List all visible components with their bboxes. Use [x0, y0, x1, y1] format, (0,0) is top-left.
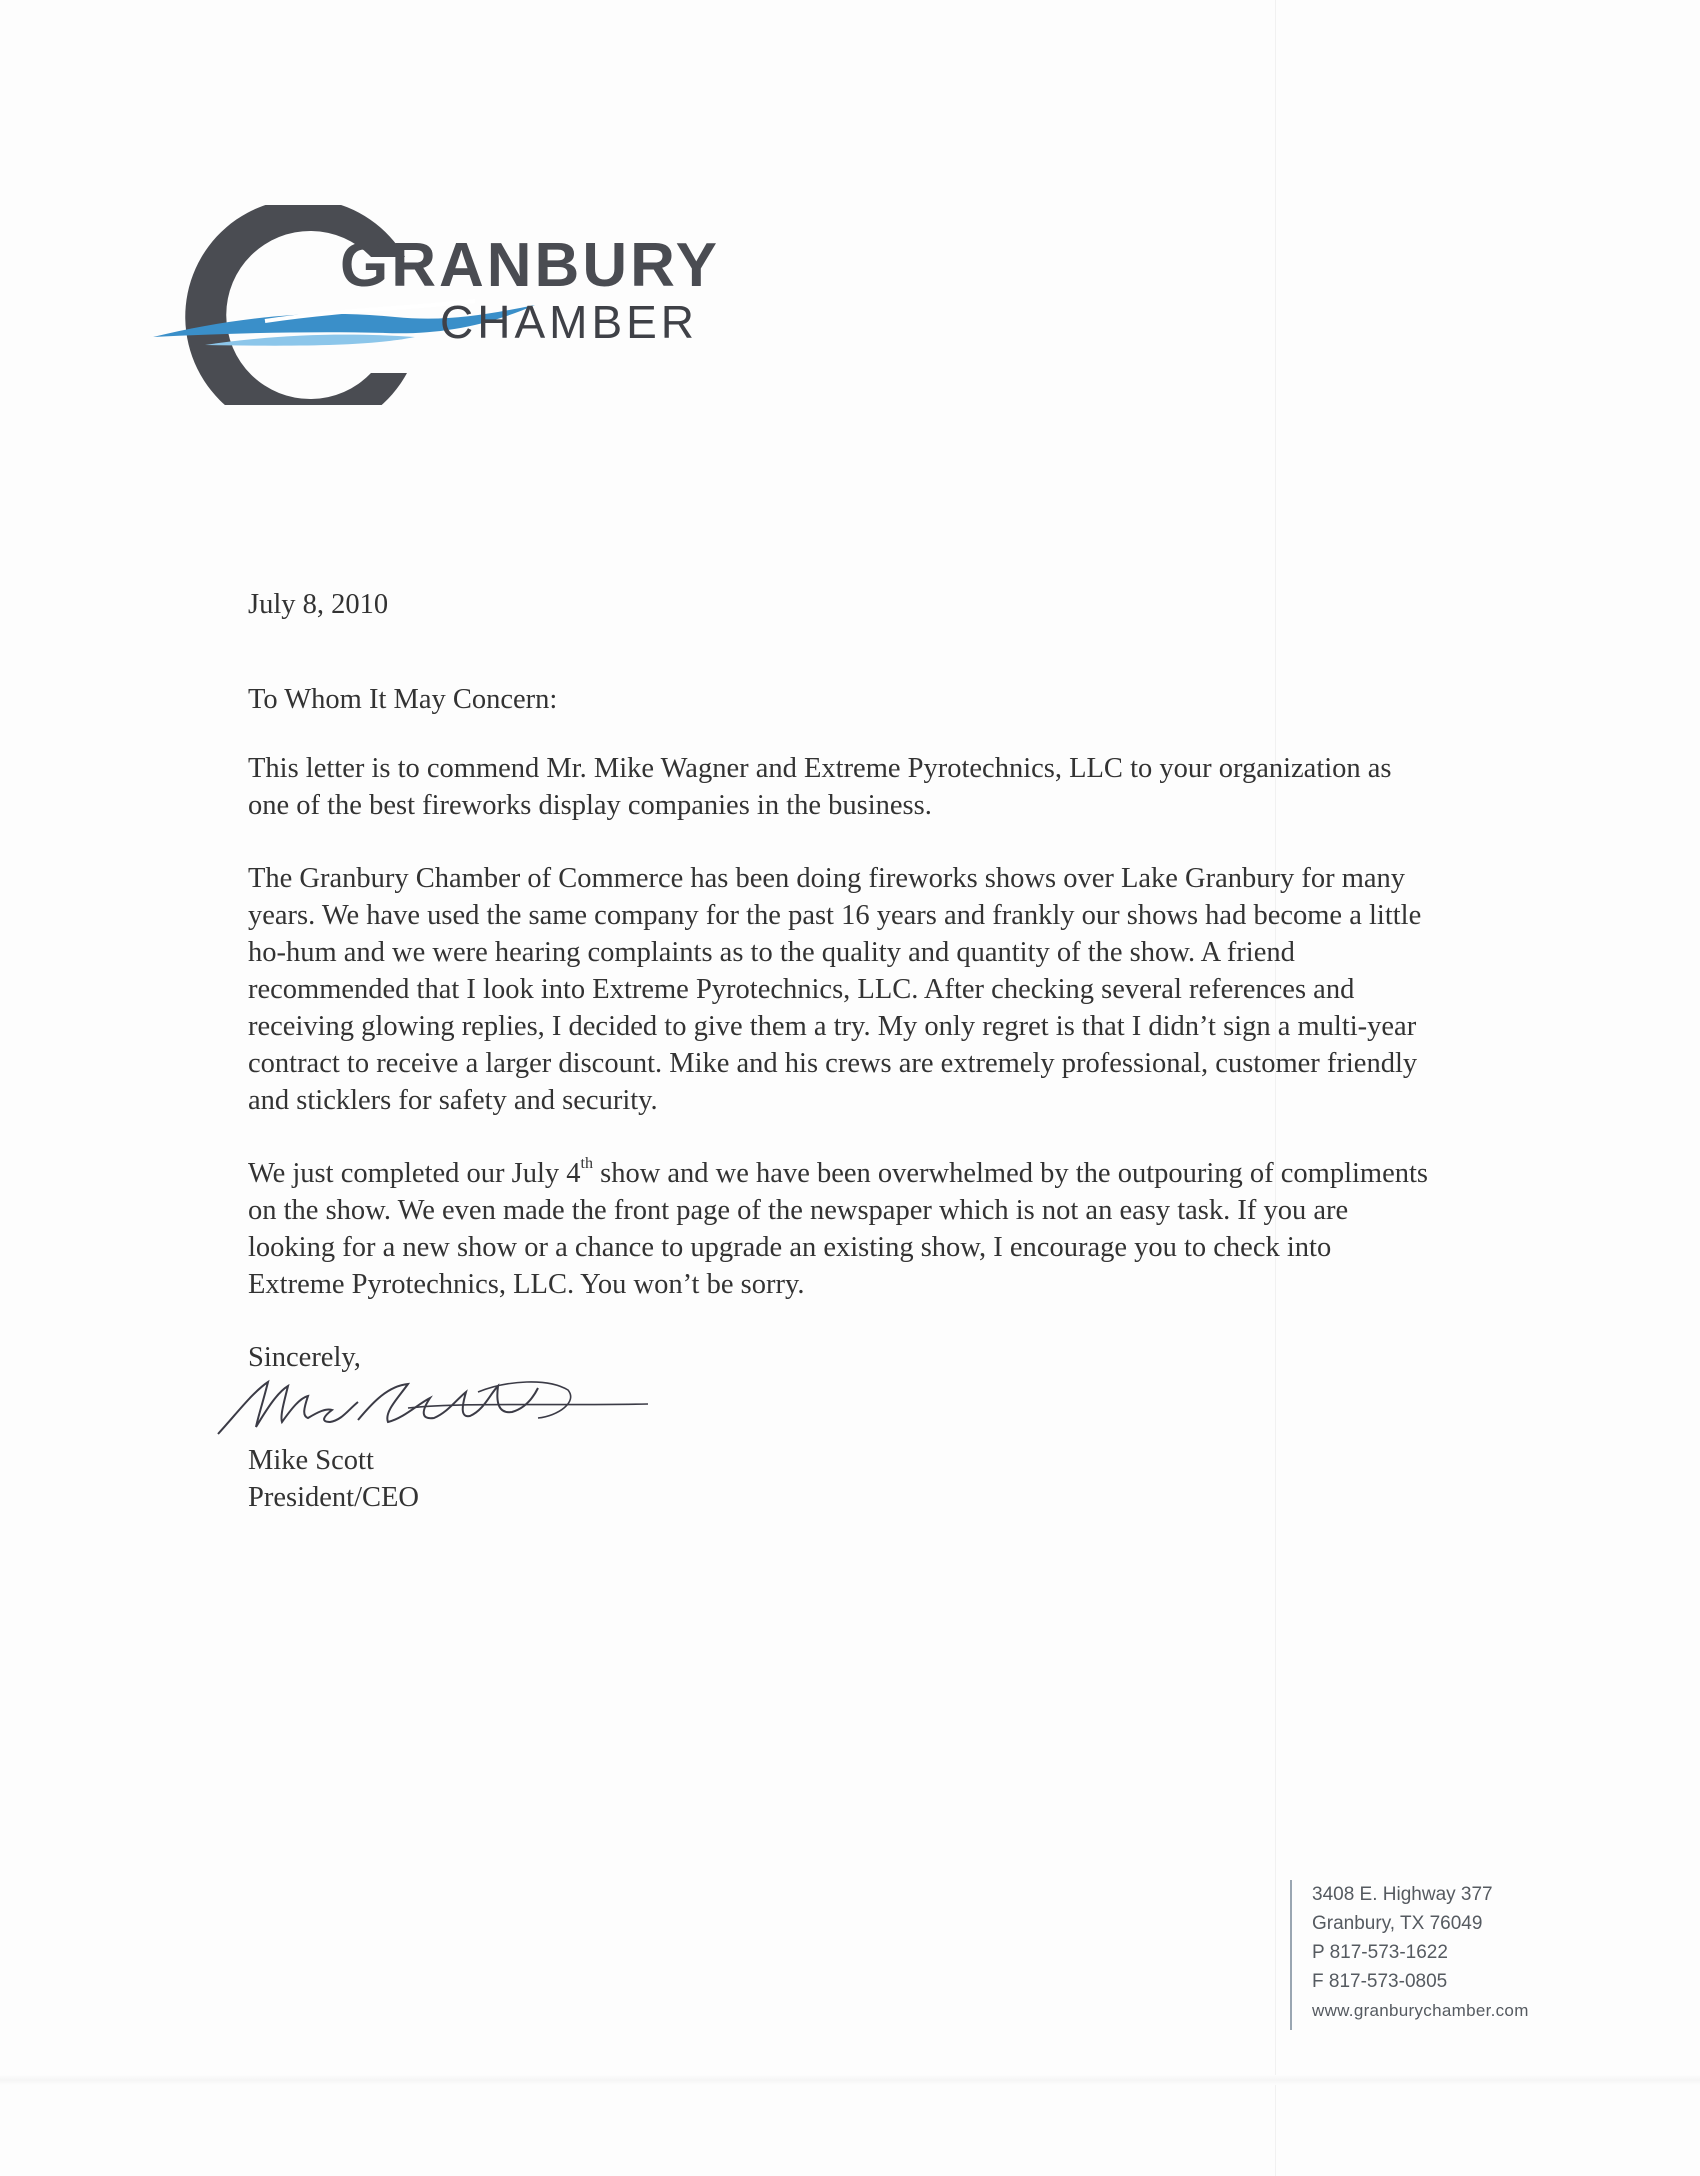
chamber-address-block	[1290, 1880, 1529, 2030]
granbury-chamber-logo	[145, 205, 765, 405]
letter-paragraph-1: This letter is to commend Mr. Mike Wagner and Extreme Pyrotechnics, LLC to your organization as one of the best fireworks display companies in the business.	[248, 753, 1392, 821]
paragraph-3-end: show and we have been overwhelmed by the outpouring of compliments on the show. We even made the front page of the newspaper which is not an easy task. If you are looking for a new show or a chance to upgrade an existing show, I encourage you to check into Extreme Pyrotechnics, LLC. You won’t be sorry.	[248, 1158, 1428, 1300]
letter-body	[248, 586, 1428, 1516]
logo-text-chamber: CHAMBER	[440, 296, 699, 348]
address-fax: F 817-573-0805	[1312, 1971, 1448, 1992]
scan-artifact-band	[0, 2075, 1700, 2085]
signer-title: President/CEO	[248, 1482, 419, 1513]
handwritten-signature	[208, 1372, 648, 1442]
address-city: Granbury, TX 76049	[1312, 1913, 1483, 1934]
logo-text-granbury: GRANBURY	[340, 231, 720, 300]
letter-date: July 8, 2010	[248, 589, 389, 620]
letter-paragraph-2: The Granbury Chamber of Commerce has been doing fireworks shows over Lake Granbury for many years. We have used the same company for the past 16 years and frankly our shows had become a little ho-hum and we were hearing complaints as to the quality and quantity of the show. A friend recommended that I look into Extreme Pyrotechnics, LLC. After checking several references and receiving glowing replies, I decided to give them a try. My only regret is that I didn’t sign a multi-year contract to receive a larger discount. Mike and his crews are extremely professional, customer friendly and sticklers for safety and security.	[248, 863, 1422, 1116]
letter-salutation: To Whom It May Concern:	[248, 684, 558, 715]
address-street: 3408 E. Highway 377	[1312, 1884, 1493, 1905]
letter-closing: Sincerely,	[248, 1342, 361, 1373]
ordinal-suffix: th	[580, 1155, 593, 1172]
signer-name: Mike Scott	[248, 1445, 374, 1476]
paragraph-3-start: We just completed our July 4	[248, 1158, 581, 1189]
signature-block	[248, 1442, 1428, 1516]
address-phone: P 817-573-1622	[1312, 1942, 1448, 1963]
address-website: www.granburychamber.com	[1312, 2001, 1529, 2020]
letter-paragraph-3	[248, 1155, 1428, 1303]
